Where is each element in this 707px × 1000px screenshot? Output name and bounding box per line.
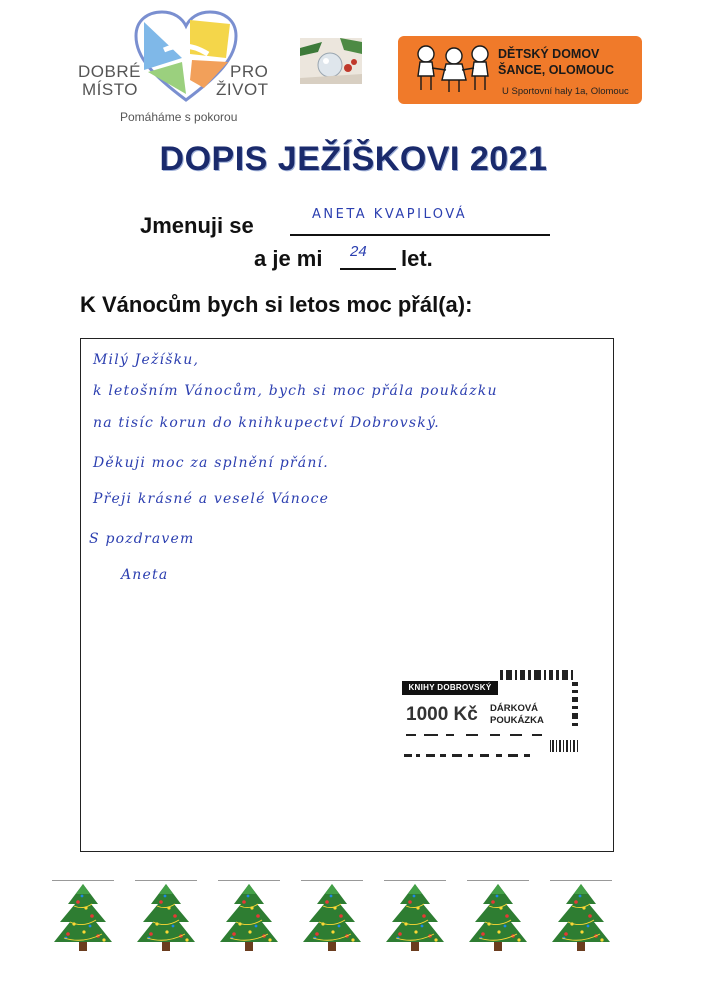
age-label: a je mi bbox=[254, 246, 323, 271]
letter-line: Přeji krásné a veselé Vánoce bbox=[93, 491, 330, 507]
tree-divider-line bbox=[550, 880, 612, 881]
age-value: 24 bbox=[350, 243, 367, 260]
voucher-label-line-2: POUKÁZKA bbox=[490, 715, 544, 726]
christmas-tree-icon bbox=[463, 882, 533, 954]
voucher-label-line-1: DÁRKOVÁ bbox=[490, 703, 539, 714]
christmas-tree-icon bbox=[546, 882, 616, 954]
wish-heading: K Vánocům bych si letos moc přál(a): bbox=[80, 292, 473, 317]
logo-word-dobre: DOBRÉ bbox=[78, 62, 141, 81]
letter-line: na tisíc korun do knihkupectví Dobrovský. bbox=[93, 415, 440, 431]
logo-dobre-misto-pro-zivot bbox=[78, 10, 278, 128]
christmas-tree-icon bbox=[214, 882, 284, 954]
banner-line-1: DĚTSKÝ DOMOV bbox=[498, 47, 600, 61]
logo-tagline: Pomáháme s pokorou bbox=[120, 110, 238, 124]
voucher-brand: KNIHY DOBROVSKÝ bbox=[402, 681, 498, 695]
christmas-ornament-photo bbox=[300, 38, 362, 84]
letter-line: S pozdravem bbox=[89, 531, 195, 547]
age-suffix: let. bbox=[401, 246, 433, 271]
banner-line-2: ŠANCE, OLOMOUC bbox=[498, 63, 614, 77]
letter-line: Děkuji moc za splnění přání. bbox=[93, 455, 329, 471]
tree-divider-line bbox=[301, 880, 363, 881]
tree-divider-line bbox=[384, 880, 446, 881]
letter-title: DOPIS JEŽÍŠKOVI 2021 bbox=[159, 140, 548, 178]
name-value: ANETA KVAPILOVÁ bbox=[312, 207, 468, 222]
letter-box bbox=[80, 338, 614, 852]
voucher-amount: 1000 Kč bbox=[406, 704, 478, 725]
tree-divider-line bbox=[135, 880, 197, 881]
christmas-tree-icon bbox=[297, 882, 367, 954]
gift-voucher bbox=[400, 668, 586, 766]
letter-line: Milý Ježíšku, bbox=[93, 352, 200, 368]
voucher-label bbox=[490, 703, 544, 727]
detsky-domov-banner bbox=[398, 36, 642, 104]
banner-address: U Sportovní haly 1a, Olomouc bbox=[502, 86, 629, 97]
logo-word-zivot: ŽIVOT bbox=[216, 80, 269, 99]
name-label: Jmenuji se bbox=[140, 213, 254, 238]
tree-divider-line bbox=[218, 880, 280, 881]
children-illustration-icon bbox=[412, 42, 496, 94]
letter-signature: Aneta bbox=[121, 567, 169, 583]
christmas-tree-icon bbox=[48, 882, 118, 954]
tree-divider-line bbox=[52, 880, 114, 881]
logo-word-misto: MÍSTO bbox=[82, 80, 139, 99]
letter-line: k letošním Vánocům, bych si moc přála poukázku bbox=[93, 383, 498, 399]
age-field-underline bbox=[340, 244, 396, 270]
tree-divider-line bbox=[467, 880, 529, 881]
christmas-tree-icon bbox=[131, 882, 201, 954]
christmas-tree-icon bbox=[380, 882, 450, 954]
logo-word-pro: PRO bbox=[230, 62, 269, 81]
